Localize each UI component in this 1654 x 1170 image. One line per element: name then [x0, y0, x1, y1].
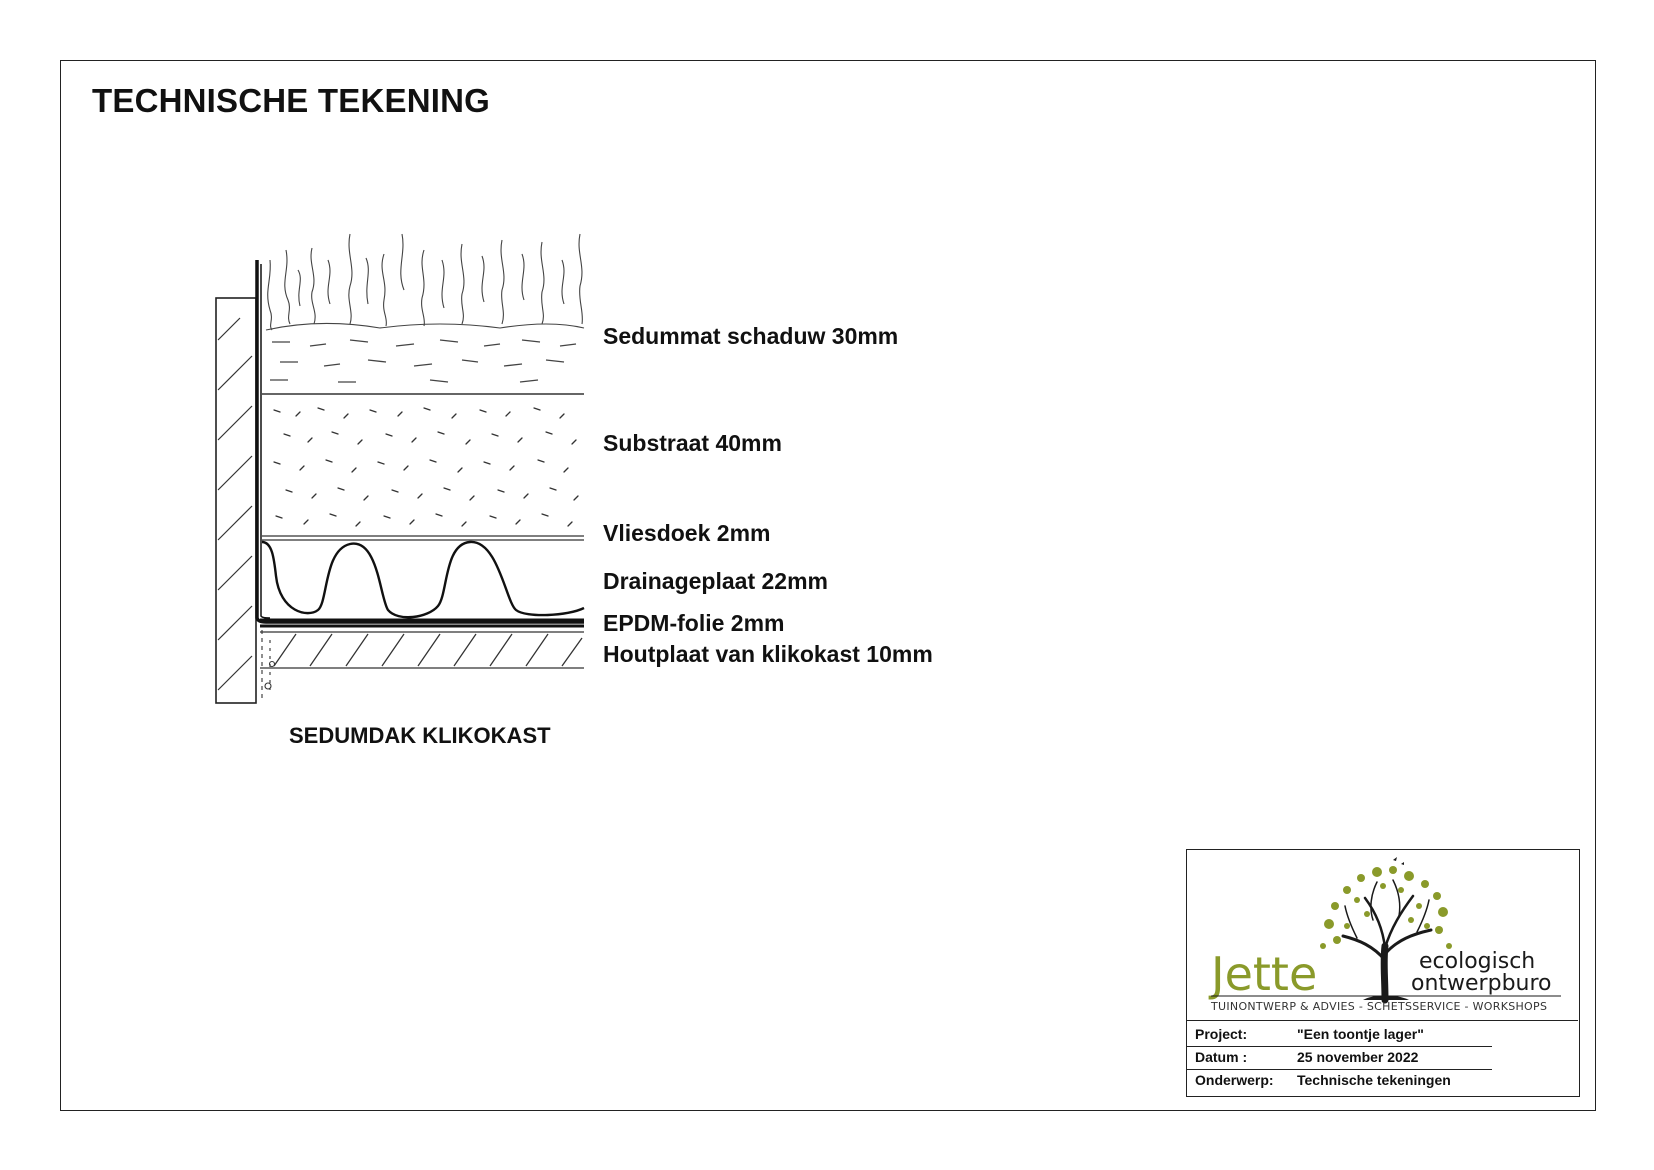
title-block [1186, 849, 1580, 1097]
date-value: 25 november 2022 [1297, 1049, 1419, 1065]
drainage-plate [262, 542, 584, 617]
layer-label-sedum-mat: Sedummat schaduw 30mm [603, 323, 899, 349]
layer-label-substrate: Substraat 40mm [603, 430, 782, 456]
company-logo [1187, 850, 1578, 1020]
subject-value: Technische tekeningen [1297, 1072, 1451, 1088]
fasteners [262, 630, 275, 700]
roof-section-drawing [200, 220, 600, 720]
logo-name-line2: ontwerpburo [1411, 971, 1552, 996]
substrate-layer [274, 408, 578, 526]
layer-label-plywood: Houtplaat van klikokast 10mm [603, 641, 933, 667]
row-divider [1187, 1046, 1492, 1047]
layer-label-fleece: Vliesdoek 2mm [603, 520, 771, 546]
fleece-layer [262, 536, 584, 540]
project-value: "Een toontje lager" [1297, 1026, 1424, 1042]
title-block-separator [1187, 1020, 1578, 1021]
sheet-title: TECHNISCHE TEKENING [92, 82, 490, 119]
wall-edge [216, 298, 256, 703]
logo-tagline: TUINONTWERP & ADVIES - SCHETSSERVICE - WORKSHOPS [1211, 1000, 1548, 1013]
layer-label-drainage: Drainageplaat 22mm [603, 568, 828, 594]
logo-name-right: ecologisch [1419, 949, 1536, 974]
project-label: Project: [1195, 1026, 1248, 1042]
date-label: Datum : [1195, 1049, 1248, 1065]
plywood-board [260, 632, 584, 668]
detail-caption: SEDUMDAK KLIKOKAST [289, 723, 551, 748]
sedum-mat-layer [270, 340, 576, 382]
logo-name-left: Jette [1211, 947, 1318, 1001]
layer-label-epdm: EPDM-folie 2mm [603, 610, 785, 636]
membrane-upstand [257, 260, 584, 622]
sedum-plants [266, 234, 584, 330]
subject-label: Onderwerp: [1195, 1072, 1274, 1088]
row-divider [1187, 1069, 1492, 1070]
